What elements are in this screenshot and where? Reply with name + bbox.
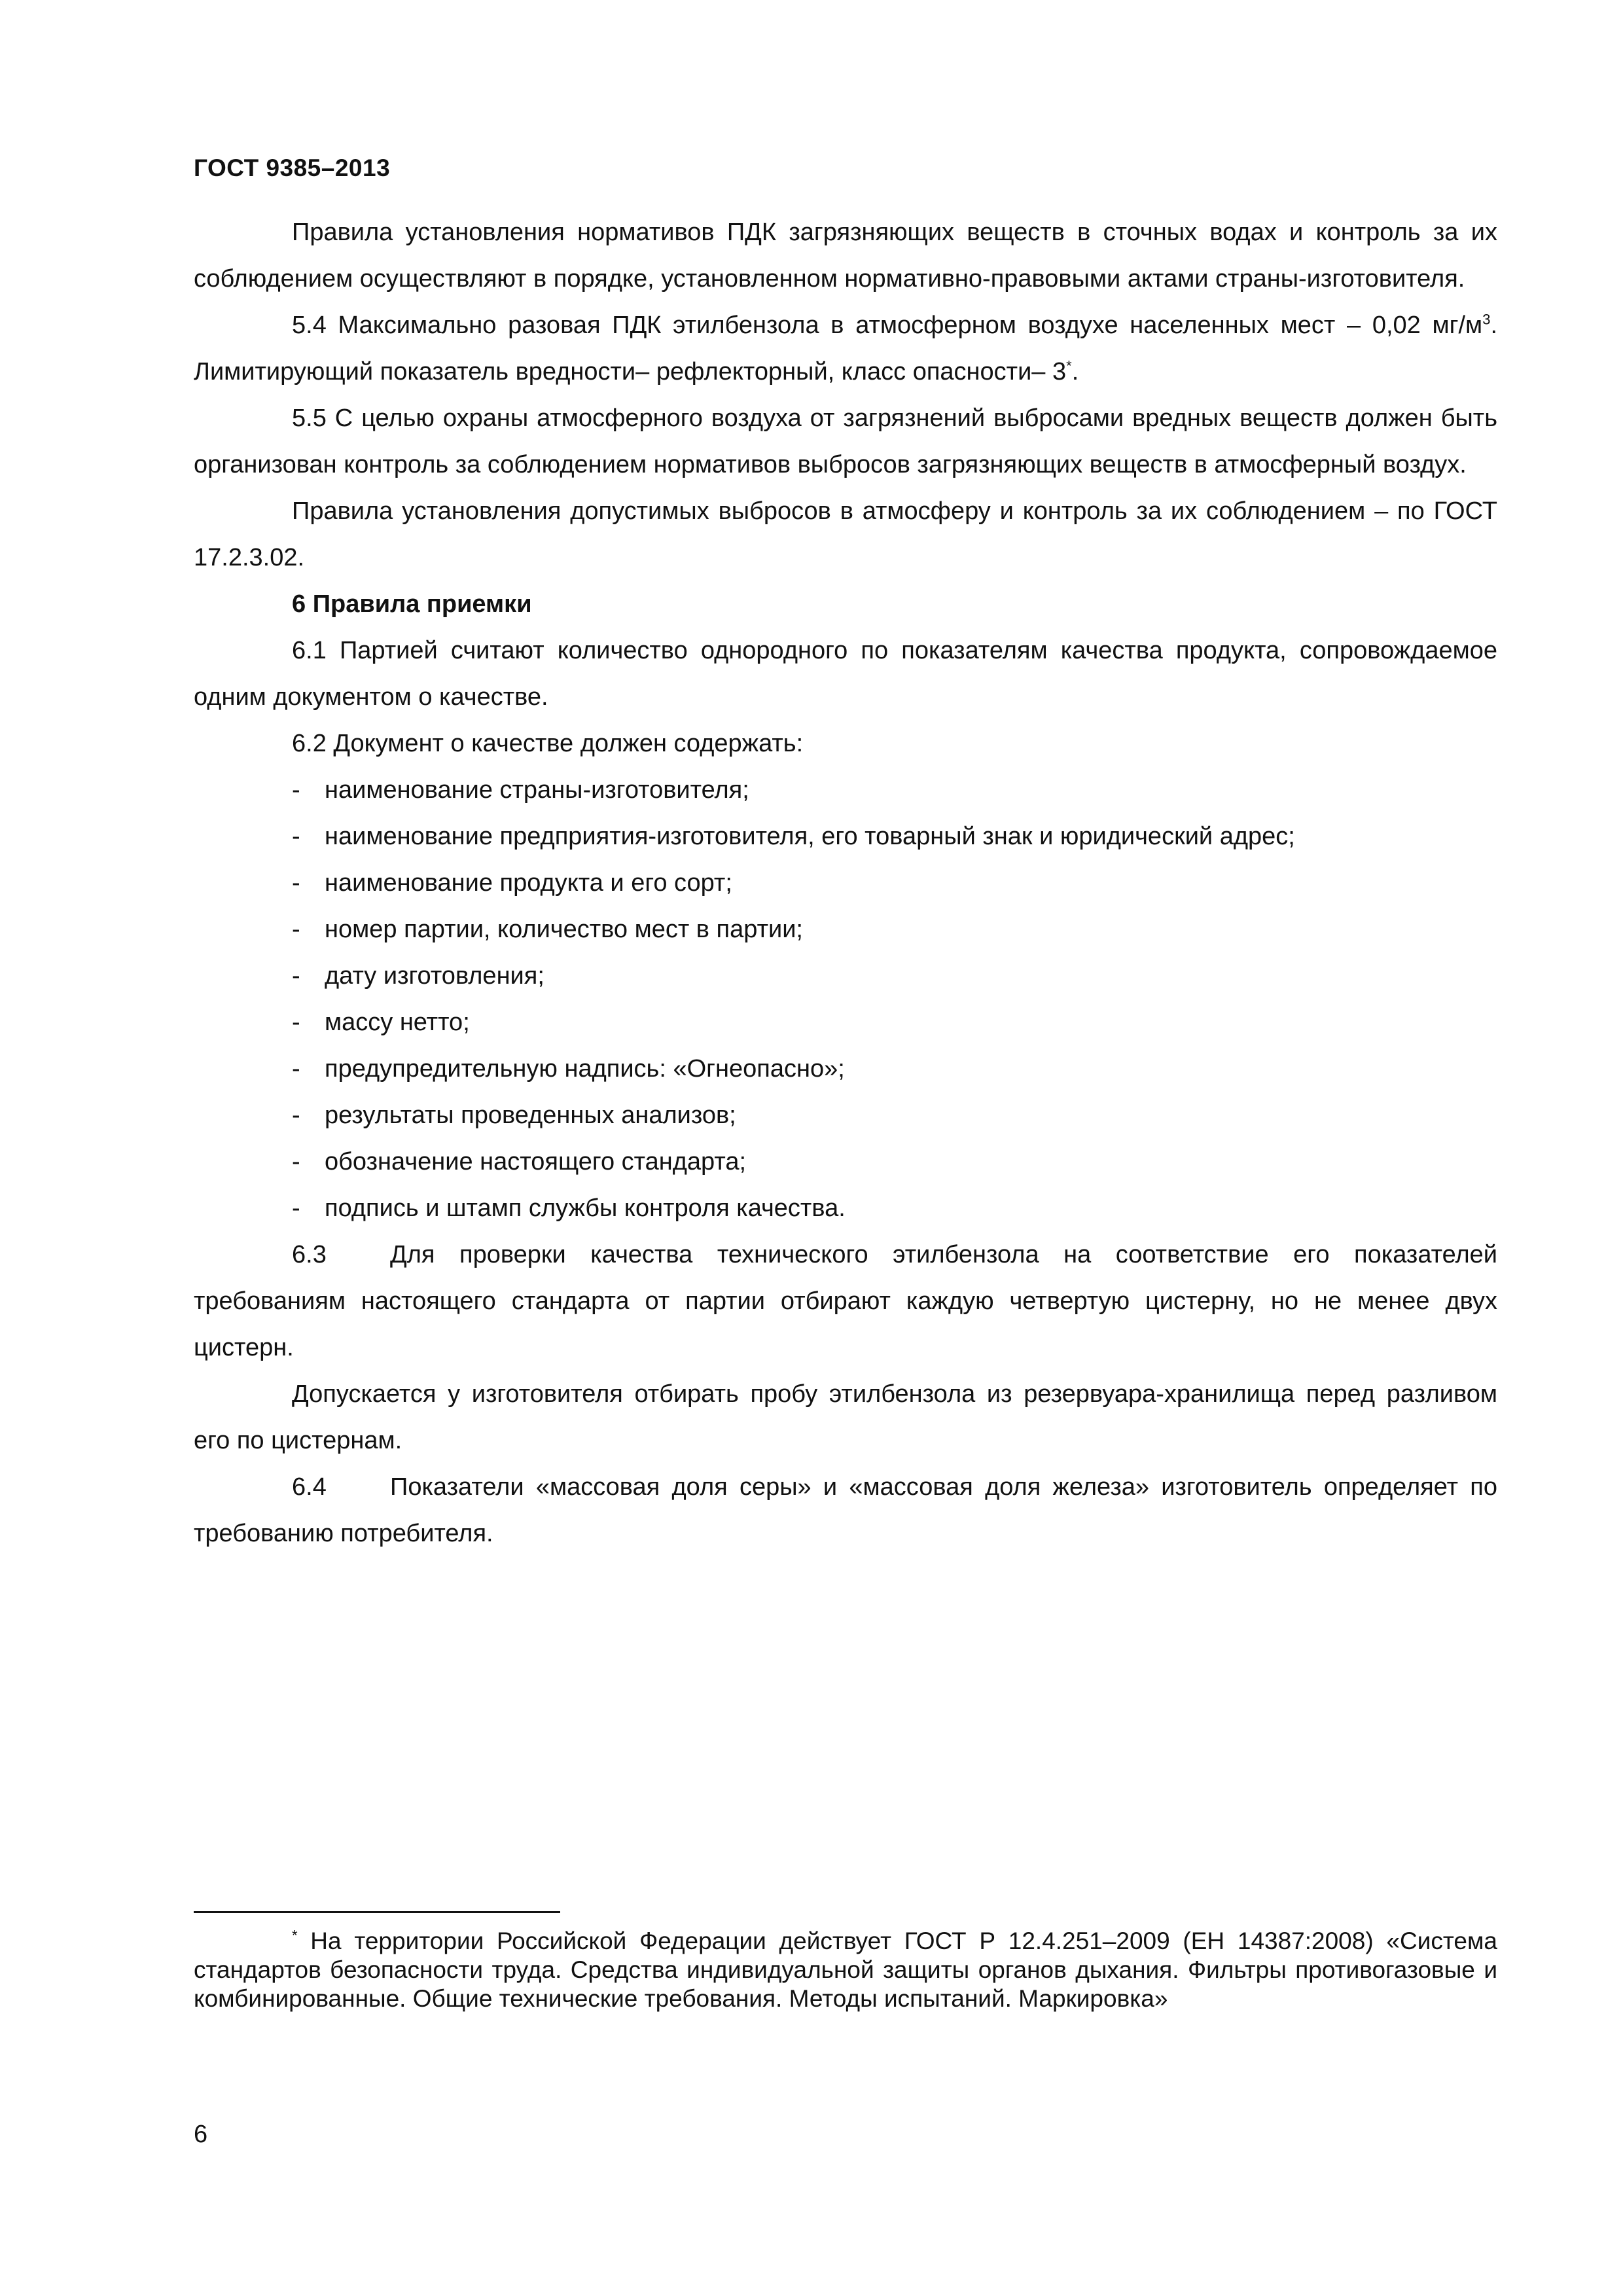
list-dash: - (292, 1009, 300, 1036)
paragraph-6-3-text: Для проверки качества технического этилбензола на соответствие его показателей требованиям настоящего стандарта от партии отбирают каждую четвертую цистерну, но не менее двух цистерн. (194, 1241, 1497, 1361)
list-item (194, 1046, 1497, 1092)
paragraph-6-4 (194, 1464, 1497, 1557)
footnote-marker: * (292, 1927, 298, 1944)
paragraph-5-4-text-a: 5.4 Максимально разовая ПДК этилбензола в атмосферном воздухе населенных мест – 0,02 мг/м (292, 312, 1483, 339)
list-item-text: наименование продукта и его сорт; (325, 869, 732, 897)
paragraph-5-4 (194, 302, 1497, 395)
list-item-text: наименование предприятия-изготовителя, его товарный знак и юридический адрес; (325, 823, 1295, 850)
section-6-title: 6 Правила приемки (292, 590, 532, 618)
list-dash: - (292, 776, 300, 804)
paragraph-6-2: 6.2 Документ о качестве должен содержать: (292, 730, 804, 757)
list-dash: - (292, 962, 300, 990)
list-dash: - (292, 869, 300, 897)
list-item-text: номер партии, количество мест в партии; (325, 916, 803, 943)
paragraph-6-3-number: 6.3 (292, 1241, 327, 1268)
list-dash: - (292, 1148, 300, 1175)
paragraph-6-4-number: 6.4 (292, 1473, 327, 1501)
list-dash: - (292, 1102, 300, 1129)
list-item-text: подпись и штамп службы контроля качества. (325, 1194, 846, 1222)
list-item-text: результаты проведенных анализов; (325, 1102, 736, 1129)
footnote-reference-marker[interactable]: * (1066, 357, 1072, 374)
list-item (194, 1092, 1497, 1139)
footnote-text: На территории Российской Федерации действует ГОСТ Р 12.4.251–2009 (ЕН 14387:2008) «Система стандартов безопасности труда. Средства индивидуальной защиты органов дыхания. Фильтры противогазовые и комбинированные. Общие технические требования. Методы испытаний. Маркировка» (194, 1928, 1497, 2012)
page-number: 6 (194, 2121, 208, 2148)
list-item-text: дату изготовления; (325, 962, 544, 990)
footnote-separator (194, 1911, 560, 1913)
paragraph-5-5: 5.5 С целью охраны атмосферного воздуха от загрязнений выбросами вредных веществ должен быть организован контроль за соблюдением нормативов выбросов загрязняющих веществ в атмосферный воздух. (194, 404, 1497, 478)
list-item-text: массу нетто; (325, 1009, 470, 1036)
list-item (194, 814, 1497, 860)
document-header-code: ГОСТ 9385–2013 (194, 154, 391, 181)
list-item (194, 860, 1497, 906)
list-dash: - (292, 1055, 300, 1083)
list-item (194, 767, 1497, 814)
list-item (194, 999, 1497, 1046)
list-dash: - (292, 823, 300, 850)
paragraph-5-4-text-b: . Лимитирующий показатель вредности– рефлекторный, класс опасности– 3 (194, 312, 1497, 386)
list-dash: - (292, 1194, 300, 1222)
quality-document-contents-list (194, 767, 1497, 1232)
list-dash: - (292, 916, 300, 943)
paragraph-6-3 (194, 1232, 1497, 1371)
superscript-cubic: 3 (1482, 311, 1491, 328)
paragraph-6-4-text: Показатели «массовая доля серы» и «массовая доля железа» изготовитель определяет по требованию потребителя. (194, 1473, 1497, 1547)
list-item (194, 1185, 1497, 1232)
list-item (194, 1139, 1497, 1185)
paragraph-emissions-rules: Правила установления допустимых выбросов в атмосферу и контроль за их соблюдением – по ГОСТ 17.2.3.02. (194, 497, 1497, 571)
list-item (194, 953, 1497, 999)
list-item-text: предупредительную надпись: «Огнеопасно»; (325, 1055, 845, 1083)
footnote (194, 1927, 1497, 2013)
paragraph-sampling-allowed: Допускается у изготовителя отбирать пробу этилбензола из резервуара-хранилища перед разливом его по цистернам. (194, 1380, 1497, 1454)
paragraph-wastewater-rules: Правила установления нормативов ПДК загрязняющих веществ в сточных водах и контроль за их соблюдением осуществляют в порядке, установленном нормативно-правовыми актами страны-изготовителя. (194, 219, 1497, 293)
paragraph-6-1: 6.1 Партией считают количество однородного по показателям качества продукта, сопровождаемое одним документом о качестве. (194, 637, 1497, 711)
list-item-text: наименование страны-изготовителя; (325, 776, 749, 804)
footnote-body (194, 1927, 1497, 2013)
list-item-text: обозначение настоящего стандарта; (325, 1148, 747, 1175)
list-item (194, 906, 1497, 953)
paragraph-5-4-end: . (1071, 358, 1079, 386)
document-body (194, 209, 1497, 1557)
